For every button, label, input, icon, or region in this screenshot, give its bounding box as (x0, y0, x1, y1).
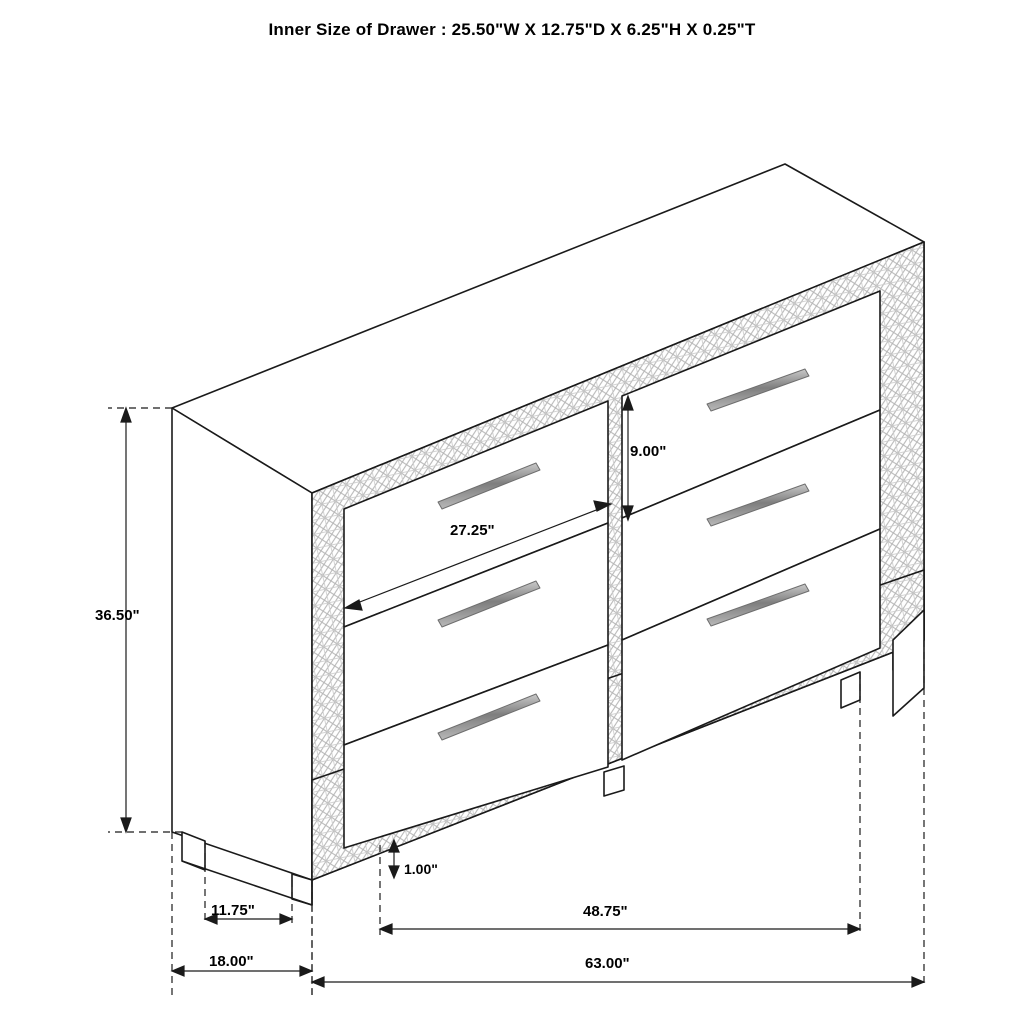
page-title: Inner Size of Drawer : 25.50"W X 12.75"D X 6.25"H X 0.25"T (268, 20, 756, 39)
dimension-label-overall-height: 36.50" (95, 607, 140, 624)
dimension-label-overall-depth: 18.00" (209, 953, 254, 970)
dimension-label-front-inner-width: 48.75" (583, 903, 628, 920)
dimension-label-side-panel-depth: 11.75" (211, 902, 255, 919)
dimension-label-drawer-interior-width: 27.25" (450, 522, 495, 539)
dimension-label-leg-height: 1.00" (404, 861, 438, 877)
dimension-label-drawer-interior-height: 9.00" (630, 443, 667, 460)
dimension-label-overall-width: 63.00" (585, 955, 630, 972)
